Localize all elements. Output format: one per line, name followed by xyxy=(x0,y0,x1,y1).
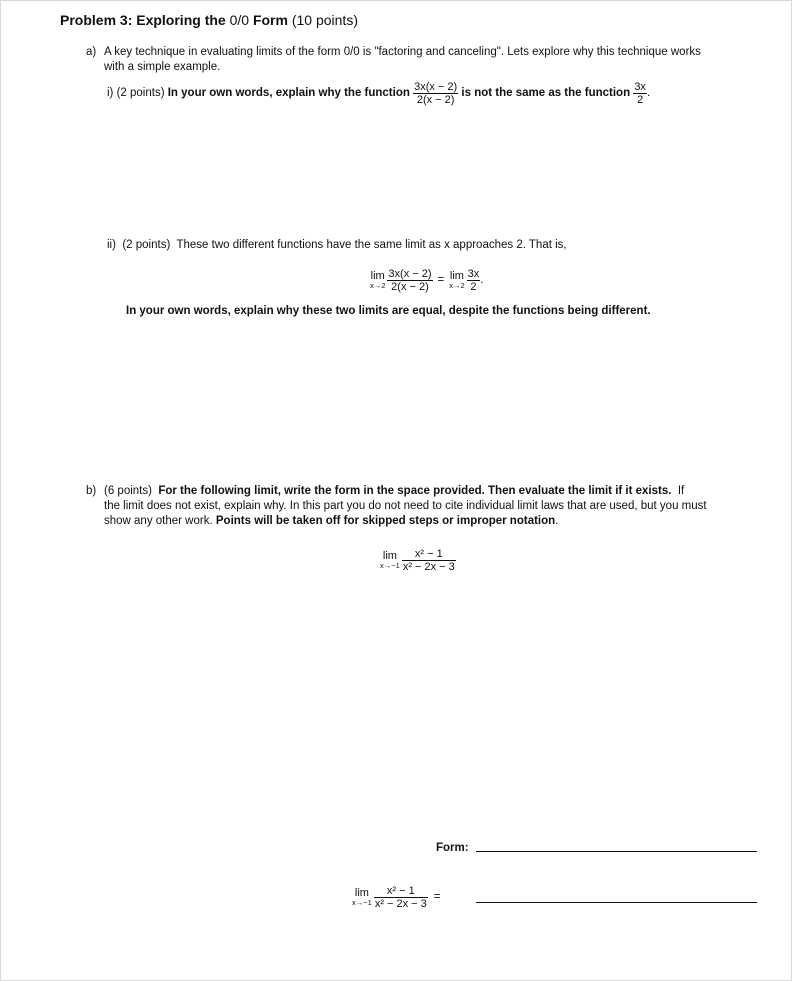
part-b-line1 xyxy=(104,484,684,499)
fraction-numerator: 3x xyxy=(467,267,480,280)
part-a-intro-line1: A key technique in evaluating limits of the form 0/0 is "factoring and canceling". Lets explore why this technique works xyxy=(104,46,701,58)
lim-subscript: x→−1 xyxy=(352,897,372,907)
fraction-3x-over-2 xyxy=(633,81,647,106)
fraction-answer xyxy=(374,885,428,910)
fraction-denominator: x² − 2x − 3 xyxy=(402,560,455,573)
form-label: Form: xyxy=(436,842,469,854)
fraction-b xyxy=(402,548,456,573)
period: . xyxy=(555,515,559,527)
part-a-ii-label: ii) xyxy=(107,239,116,251)
period: . xyxy=(646,86,651,99)
limit-answer-line[interactable] xyxy=(476,902,757,903)
equals-sign: = xyxy=(437,273,445,286)
title-points: (10 points) xyxy=(291,12,358,28)
limit-answer-expression xyxy=(352,880,441,914)
fraction-numerator: 3x(x − 2) xyxy=(414,80,458,93)
part-a-intro-line2: with a simple example. xyxy=(104,61,221,73)
fraction-right xyxy=(467,267,484,293)
part-b-line2: the limit does not exist, explain why. In this part you do not need to cite individual limit laws that are used, but you must xyxy=(104,500,707,512)
part-b-line1-tail: If xyxy=(677,485,685,497)
period: . xyxy=(480,273,484,286)
lim-subscript: x→2 xyxy=(370,280,386,290)
part-a-i-points: (2 points) xyxy=(116,86,165,99)
fraction-denominator: x² − 2x − 3 xyxy=(374,897,427,910)
fraction-denominator: 2(x − 2) xyxy=(416,93,455,106)
part-b-line3-start: show any other work. xyxy=(104,515,213,527)
part-a-ii-prompt: In your own words, explain why these two limits are equal, despite the functions being different. xyxy=(126,305,651,317)
part-a-i-prompt: In your own words, explain why the function xyxy=(167,86,410,99)
title-form-label: Form xyxy=(252,12,288,28)
fraction-3x-x-minus-2-over-2-x-minus-2 xyxy=(413,81,458,106)
form-answer-line[interactable] xyxy=(476,851,757,852)
limit-equation-a-ii xyxy=(370,263,484,297)
fraction-numerator: x² − 1 xyxy=(374,885,428,898)
limit-expression-b xyxy=(380,543,456,577)
limit-right xyxy=(449,271,464,290)
title-bold: Problem 3: Exploring the xyxy=(60,12,226,28)
lim-subscript: x→2 xyxy=(449,280,465,290)
lim-text: lim xyxy=(382,549,397,562)
fraction-numerator: x² − 1 xyxy=(402,548,456,561)
fraction-denominator: 2 xyxy=(637,93,644,106)
equals-sign: = xyxy=(433,890,441,903)
title-form: 0/0 xyxy=(229,12,250,28)
limit-b xyxy=(380,551,400,570)
limit-left xyxy=(370,271,385,290)
part-b-label: b) xyxy=(86,485,97,497)
fraction-denominator: 2 xyxy=(470,280,477,293)
lim-subscript: x→−1 xyxy=(380,560,400,570)
part-b-points: (6 points) xyxy=(104,485,152,497)
part-a-label: a) xyxy=(86,46,97,58)
lim-text: lim xyxy=(354,886,369,899)
problem-title xyxy=(60,12,358,28)
lim-text: lim xyxy=(370,269,385,282)
part-a-ii-question xyxy=(107,238,567,253)
fraction-left xyxy=(387,268,432,293)
part-a-i-question xyxy=(107,76,650,110)
part-b-line3 xyxy=(104,514,558,529)
part-b-line1-bold: For the following limit, write the form in the space provided. Then evaluate the limit if it exists. xyxy=(158,485,672,497)
fraction-denominator: 2(x − 2) xyxy=(391,280,429,293)
fraction-numerator: 3x(x − 2) xyxy=(388,267,432,280)
lim-text: lim xyxy=(449,269,464,282)
part-a-i-label: i) xyxy=(107,86,114,99)
fraction-numerator: 3x xyxy=(634,80,646,93)
part-b-line3-bold: Points will be taken off for skipped steps or improper notation xyxy=(215,515,556,527)
part-a-i-middle: is not the same as the function xyxy=(461,86,631,99)
part-a-ii-text: These two different functions have the same limit as x approaches 2. That is, xyxy=(176,239,567,251)
part-a-ii-points: (2 points) xyxy=(122,239,171,251)
limit-answer xyxy=(352,888,372,907)
